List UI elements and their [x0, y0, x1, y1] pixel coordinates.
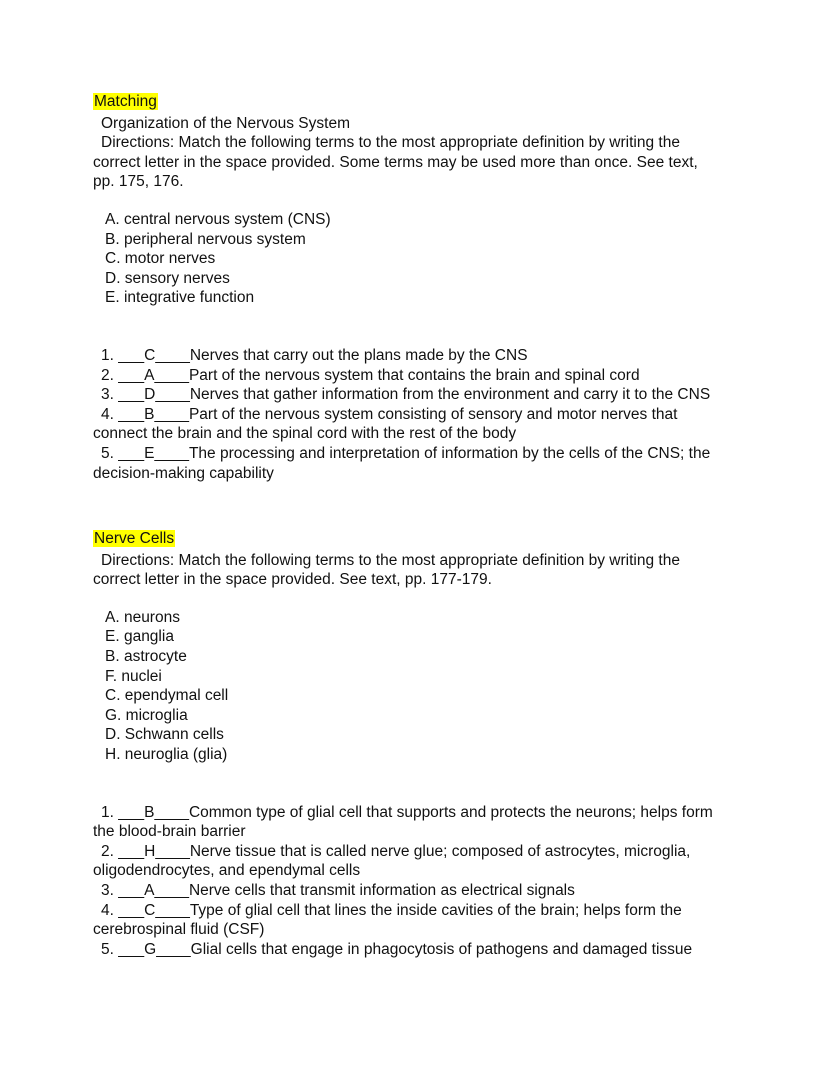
answer-blank-after: ____ — [154, 366, 189, 384]
question-number: 2. — [101, 842, 114, 860]
term-item: C. ependymal cell — [105, 687, 229, 705]
answer-blank-after: ____ — [156, 940, 191, 958]
question-definition: Common type of glial cell that supports and protects the neurons; helps form the blood-brain barrier — [93, 803, 713, 841]
term-item: C. motor nerves — [105, 250, 216, 268]
term-item: F. nuclei — [105, 667, 162, 685]
question-number: 5. — [101, 940, 114, 958]
question-number: 1. — [101, 803, 114, 821]
section-nerve-cells — [93, 529, 723, 959]
answer-blank-before: ___ — [118, 366, 145, 384]
answer-blank-before: ___ — [118, 940, 145, 958]
question-definition: Part of the nervous system that contains the brain and spinal cord — [188, 366, 640, 384]
answer-letter[interactable]: H — [144, 842, 156, 860]
question-number: 5. — [101, 444, 114, 462]
question-definition: Nerves that gather information from the environment and carry it to the CNS — [189, 386, 711, 404]
question-number: 4. — [101, 405, 114, 423]
section-matching — [93, 92, 723, 483]
answer-blank-before: ___ — [118, 405, 145, 423]
answer-letter[interactable]: B — [144, 803, 155, 821]
question-item — [93, 405, 723, 444]
question-item — [93, 842, 723, 881]
answer-blank-after: ____ — [155, 901, 190, 919]
question-definition: Nerves that carry out the plans made by the CNS — [189, 346, 528, 364]
question-item — [93, 901, 723, 940]
question-item — [93, 346, 723, 366]
answer-letter[interactable]: A — [144, 366, 155, 384]
question-item — [93, 803, 723, 842]
answer-letter[interactable]: D — [144, 386, 156, 404]
answer-blank-after: ____ — [154, 444, 189, 462]
question-item — [93, 940, 723, 960]
question-definition: Glial cells that engage in phagocytosis of pathogens and damaged tissue — [190, 940, 693, 958]
answer-letter[interactable]: B — [144, 405, 155, 423]
question-number: 1. — [101, 346, 114, 364]
question-item — [93, 366, 723, 386]
answer-blank-after: ____ — [154, 882, 189, 899]
answer-blank-after: ____ — [155, 386, 190, 404]
question-list — [93, 803, 723, 960]
question-definition: The processing and interpretation of information by the cells of the CNS; the decision-making capability — [93, 444, 711, 482]
term-item: A. central nervous system (CNS) — [105, 210, 331, 228]
term-item: B. astrocyte — [105, 648, 187, 666]
question-number: 4. — [101, 901, 114, 919]
answer-blank-before: ___ — [118, 346, 145, 364]
term-item: E. ganglia — [105, 628, 174, 646]
answer-blank-after: ____ — [154, 803, 189, 821]
section-directions: Directions: Match the following terms to the most appropriate definition by writing the correct letter in the space provided. See text, pp. 177-179. — [93, 551, 680, 589]
term-list — [93, 210, 723, 308]
question-definition: Nerve tissue that is called nerve glue; composed of astrocytes, microglia, oligodendrocytes, and ependymal cells — [93, 842, 691, 880]
answer-blank-after: ____ — [155, 842, 190, 860]
question-definition: Nerve cells that transmit information as electrical signals — [188, 882, 575, 899]
section-directions: Directions: Match the following terms to the most appropriate definition by writing the correct letter in the space provided. Some terms may be used more than once. See text, pp. 175, 176. — [93, 134, 698, 191]
question-item — [93, 881, 723, 901]
section-heading-highlight: Matching — [94, 93, 157, 110]
term-item: D. sensory nerves — [105, 269, 230, 287]
answer-letter[interactable]: C — [144, 901, 156, 919]
question-number: 2. — [101, 366, 114, 384]
term-item: D. Schwann cells — [105, 726, 224, 744]
section-heading-highlight: Nerve Cells — [94, 530, 175, 548]
answer-blank-after: ____ — [155, 346, 190, 364]
section-subtitle: Organization of the Nervous System — [101, 114, 350, 132]
answer-blank-after: ____ — [154, 405, 189, 423]
answer-letter[interactable]: C — [144, 346, 156, 364]
term-item: A. neurons — [105, 608, 180, 626]
answer-letter[interactable]: A — [144, 882, 155, 899]
question-definition: Type of glial cell that lines the inside cavities of the brain; helps form the cerebrospinal fluid (CSF) — [93, 901, 682, 939]
answer-letter[interactable]: E — [144, 444, 155, 462]
answer-blank-before: ___ — [118, 444, 145, 462]
question-number: 3. — [101, 882, 114, 899]
section-heading — [93, 529, 723, 549]
term-item: B. peripheral nervous system — [105, 230, 306, 248]
answer-blank-before: ___ — [118, 882, 145, 899]
document-body — [93, 92, 723, 959]
term-list — [93, 608, 723, 765]
term-item: G. microglia — [105, 706, 188, 724]
term-item: H. neuroglia (glia) — [105, 746, 228, 764]
answer-blank-before: ___ — [118, 386, 145, 404]
question-item — [93, 385, 723, 405]
question-number: 3. — [101, 386, 114, 404]
question-list — [93, 346, 723, 483]
question-definition: Part of the nervous system consisting of sensory and motor nerves that connect the brain and the spinal cord with the rest of the body — [93, 405, 678, 443]
question-item — [93, 444, 723, 483]
answer-blank-before: ___ — [118, 803, 145, 821]
answer-blank-before: ___ — [118, 901, 145, 919]
term-item: E. integrative function — [105, 289, 255, 307]
answer-letter[interactable]: G — [144, 940, 157, 958]
answer-blank-before: ___ — [118, 842, 145, 860]
section-heading — [93, 92, 723, 112]
